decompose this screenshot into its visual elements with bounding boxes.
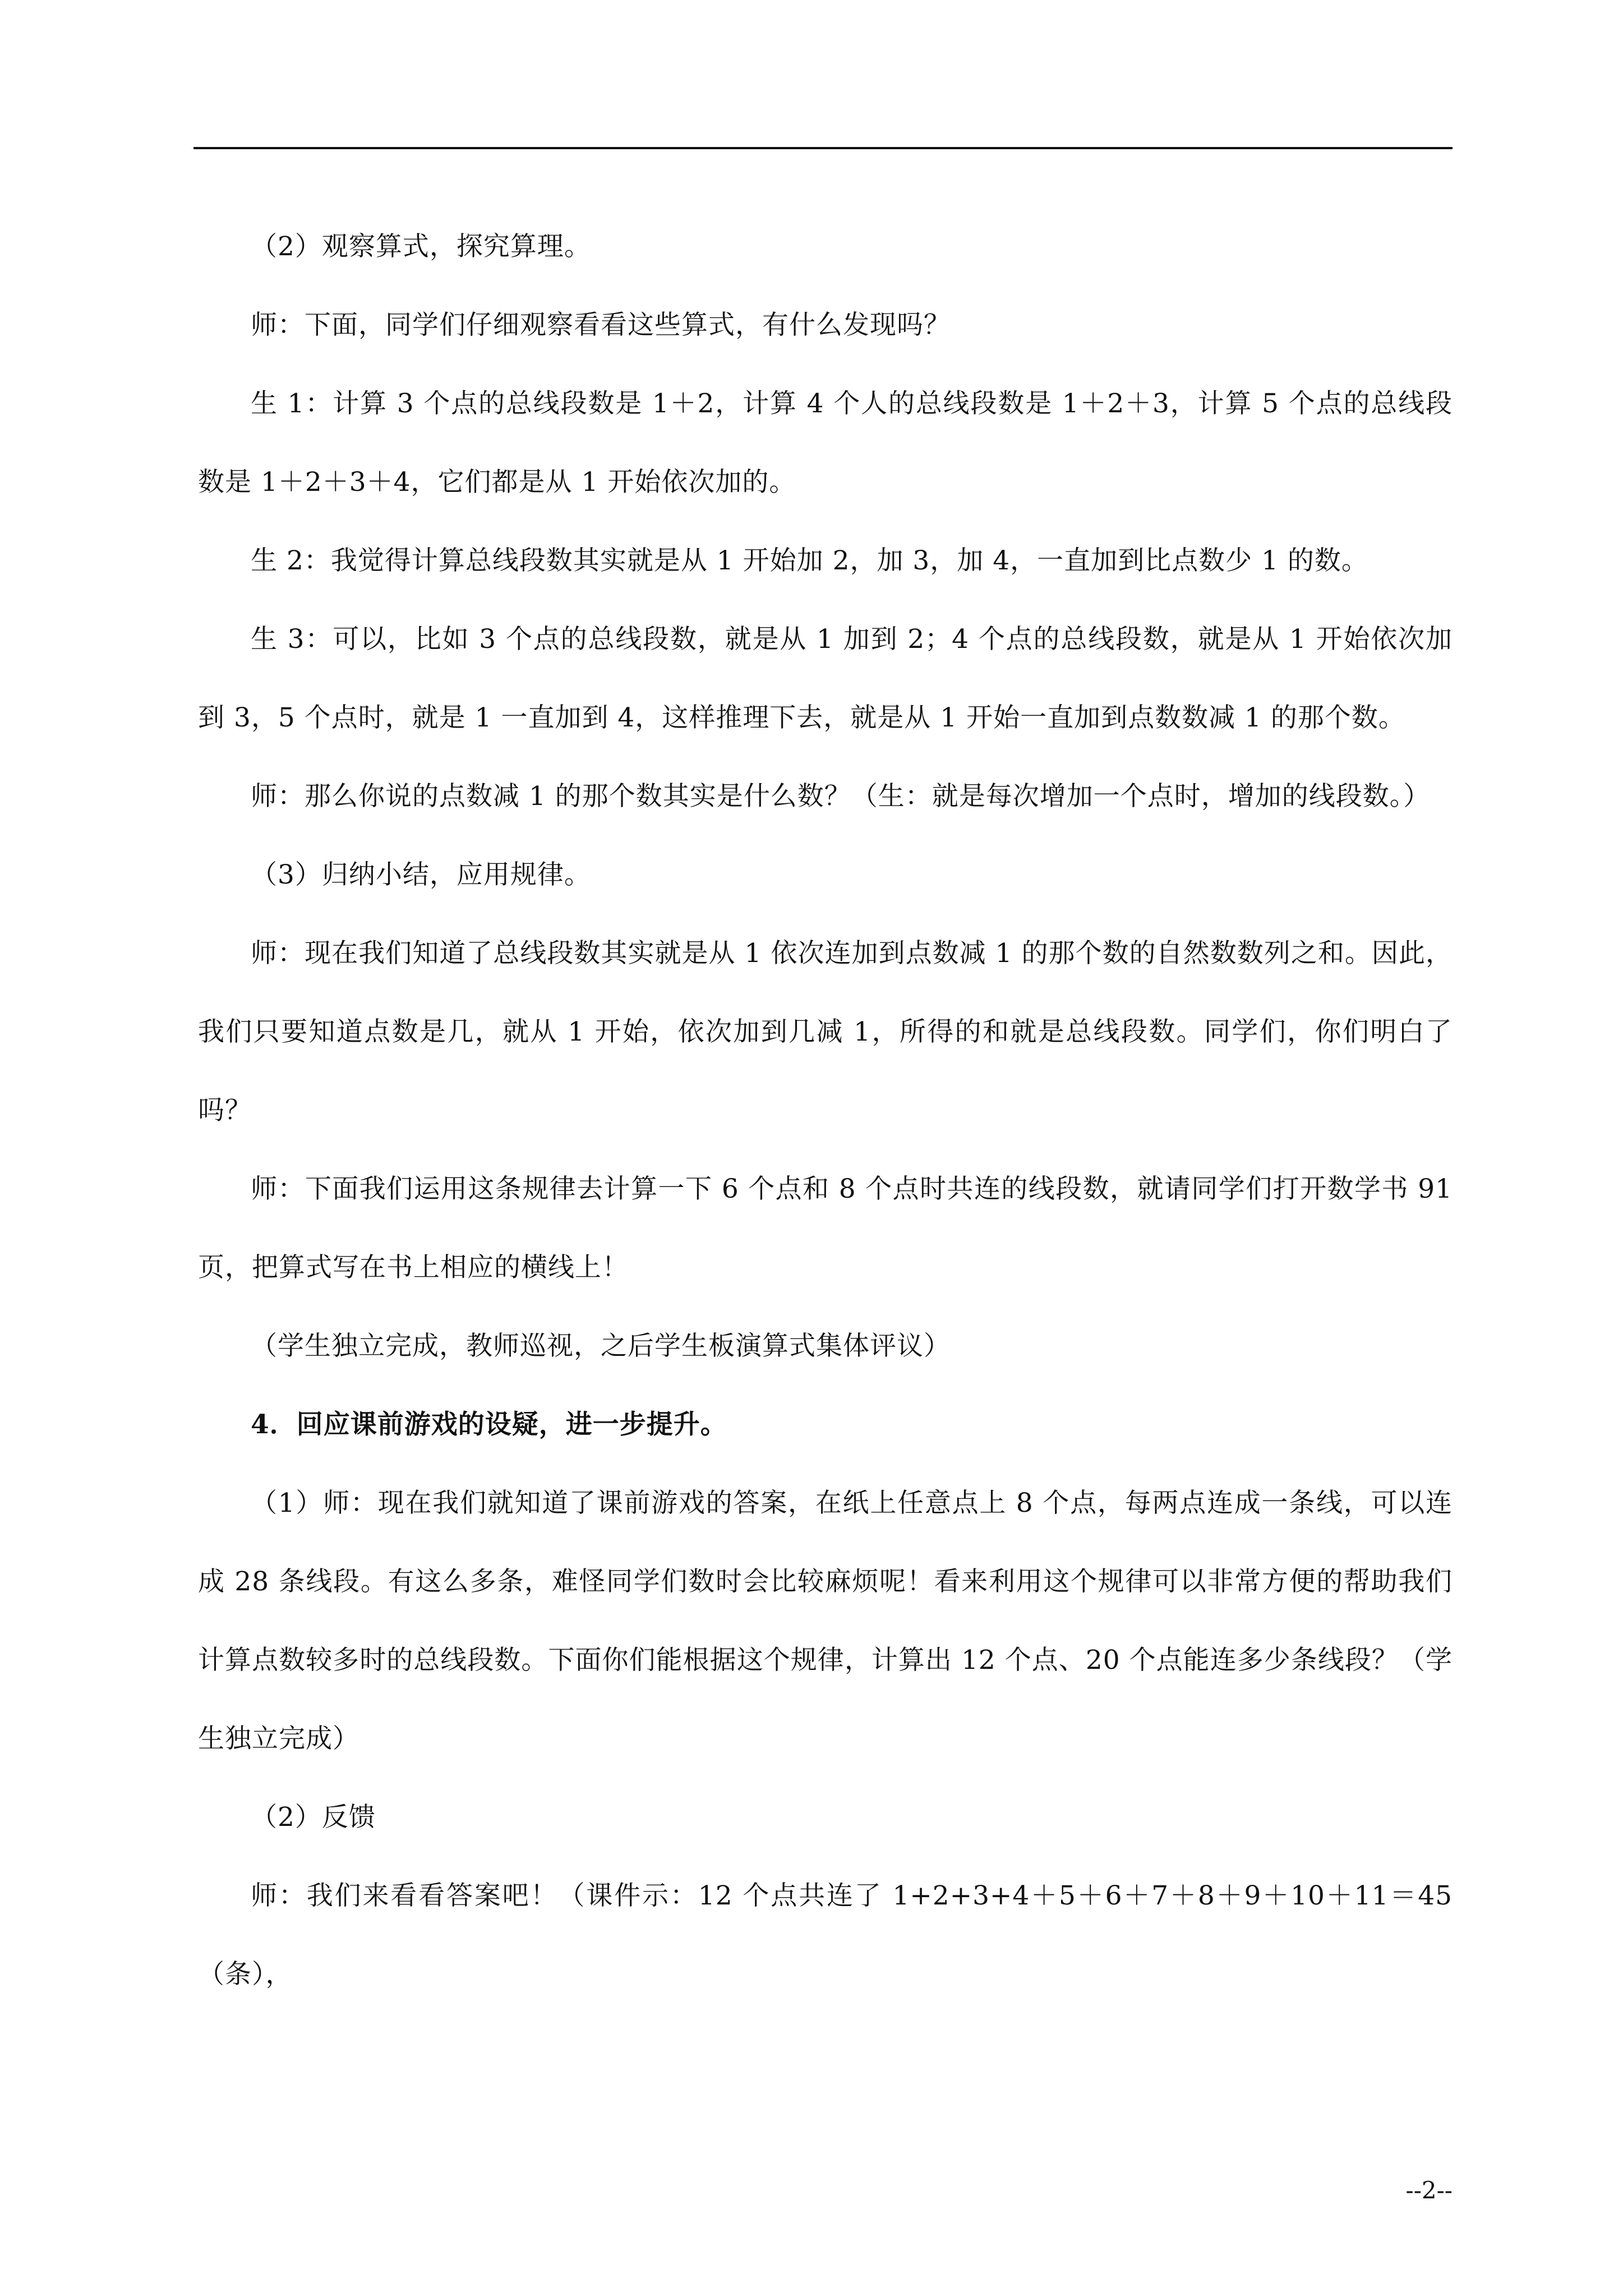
paragraph: 生 3：可以，比如 3 个点的总线段数，就是从 1 加到 2；4 个点的总线段数，就是从 1 开始依次加到 3，5 个点时，就是 1 一直加到 4，这样推理下去，就是从 1 开始一直加到点数数减 1 的那个数。 bbox=[198, 624, 1453, 733]
paragraph: （2）反馈 bbox=[251, 1802, 376, 1833]
header-rule bbox=[193, 147, 1453, 149]
paragraph: 生 2：我觉得计算总线段数其实就是从 1 开始加 2，加 3，加 4，一直加到比点数少 1 的数。 bbox=[251, 545, 1368, 576]
document-body bbox=[198, 208, 1453, 2014]
paragraph: （学生独立完成，教师巡视，之后学生板演算式集体评议） bbox=[251, 1331, 951, 1361]
paragraph: （3）归纳小结，应用规律。 bbox=[251, 859, 591, 890]
paragraph: 师：现在我们知道了总线段数其实就是从 1 依次连加到点数减 1 的那个数的自然数数列之和。因此，我们只要知道点数是几，就从 1 开始，依次加到几减 1，所得的和就是总线段数。同学们，你们明白了吗？ bbox=[198, 938, 1453, 1126]
paragraph: （2）观察算式，探究算理。 bbox=[251, 231, 591, 262]
paragraph: （1）师：现在我们就知道了课前游戏的答案，在纸上任意点上 8 个点，每两点连成一条线，可以连成 28 条线段。有这么多条，难怪同学们数时会比较麻烦呢！看来利用这个规律可以非常方便的帮助我们计算点数较多时的总线段数。下面你们能根据这个规律，计算出 12 个点、20 个点能连多少条线段？（学生独立完成） bbox=[198, 1488, 1453, 1754]
paragraph: 师：下面我们运用这条规律去计算一下 6 个点和 8 个点时共连的线段数，就请同学们打开数学书 91 页，把算式写在书上相应的横线上！ bbox=[198, 1174, 1453, 1283]
paragraph: 师：下面，同学们仔细观察看看这些算式，有什么发现吗？ bbox=[251, 310, 951, 341]
paragraph: 师：那么你说的点数减 1 的那个数其实是什么数？（生：就是每次增加一个点时，增加的线段数。） bbox=[251, 781, 1431, 812]
paragraph: 生 1：计算 3 个点的总线段数是 1＋2，计算 4 个人的总线段数是 1＋2＋3，计算 5 个点的总线段数是 1＋2＋3＋4，它们都是从 1 开始依次加的。 bbox=[198, 388, 1453, 498]
section-heading: 4．回应课前游戏的设疑，进一步提升。 bbox=[251, 1409, 727, 1440]
paragraph: 师：我们来看看答案吧！（课件示：12 个点共连了 1+2+3+4＋5＋6＋7＋8＋9＋10＋11＝45（条）， bbox=[198, 1880, 1453, 1990]
page-number: --2-- bbox=[1405, 2177, 1453, 2204]
